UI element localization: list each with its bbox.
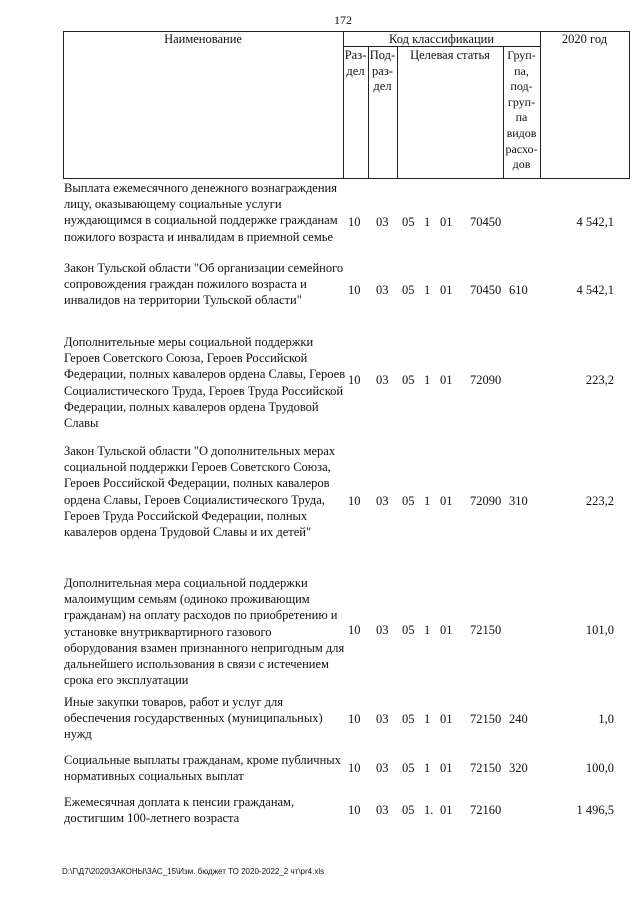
cell-cs2: 1 [424,712,431,726]
row-name: Закон Тульской области "Об организации семейного сопровождения граждан пожилого возраста и инвалидов на территории Тульской области" [64,261,344,308]
row-name: Социальные выплаты гражданам, кроме публичных нормативных социальных выплат [64,753,341,784]
footer-file-path: D:\Г\Д7\2020\ЗАКОНЫ\ЗАС_15\Изм. бюджет ТО 2020-2022_2 чт\pr4.xls [62,867,325,876]
cell-podrazdel: 03 [376,494,389,508]
cell-podrazdel: 03 [376,623,389,637]
cell-cs3: 01 [440,494,453,508]
cell-cs4: 72150 [470,761,502,775]
cell-podrazdel: 03 [376,803,389,817]
cell-cs3: 01 [440,215,453,229]
cell-amount: 1 496,5 [576,803,614,817]
cell-razdel: 10 [348,761,361,775]
page-number: 172 [334,13,352,27]
row-name: Выплата ежемесячного денежного вознаграждения лицу, оказывающему социальные услуги нуждающимся в социальной поддержке гражданам пожилого возраста и инвалидам в приемной семье [64,181,338,244]
cell-amount: 223,2 [585,494,614,508]
cell-razdel: 10 [348,494,361,508]
cell-cs3: 01 [440,712,453,726]
cell-cs3: 01 [440,803,453,817]
cell-cs4: 70450 [470,283,502,297]
header-section: Раз- дел [344,48,367,78]
cell-cs3: 01 [440,623,453,637]
header-subsection: Под- раз- дел [369,48,396,93]
cell-group: 240 [509,712,528,726]
header-year: 2020 год [561,32,608,46]
cell-cs2: 1 [424,215,431,229]
row-name: Дополнительные меры социальной поддержки Героев Советского Союза, Героев Российской Федерации, полных кавалеров ордена Славы, Героев Социалистического Труда, Героев Труда Российской Федерации, полных кавалеров ордена Трудовой Славы [64,335,346,431]
cell-razdel: 10 [348,803,361,817]
cell-podrazdel: 03 [376,712,389,726]
cell-podrazdel: 03 [376,761,389,775]
cell-cs1: 05 [402,283,415,297]
cell-cs4: 72090 [470,494,502,508]
cell-cs1: 05 [402,761,415,775]
cell-amount: 1,0 [598,712,614,726]
cell-cs4: 72160 [470,803,502,817]
cell-podrazdel: 03 [376,373,389,387]
cell-cs1: 05 [402,803,415,817]
cell-cs4: 72090 [470,373,502,387]
cell-razdel: 10 [348,623,361,637]
header-group: Груп- па, под- груп- па видов расхо- дов [505,48,538,172]
cell-cs1: 05 [402,373,415,387]
header-target-article: Целевая статья [410,48,490,62]
cell-cs2: 1 [424,283,431,297]
row-name: Иные закупки товаров, работ и услуг для обеспечения государственных (муниципальных) нужд [64,695,323,742]
cell-podrazdel: 03 [376,283,389,297]
cell-cs2: 1 [424,761,431,775]
cell-cs3: 01 [440,283,453,297]
cell-razdel: 10 [348,283,361,297]
cell-razdel: 10 [348,373,361,387]
cell-cs4: 72150 [470,712,502,726]
cell-podrazdel: 03 [376,215,389,229]
cell-cs1: 05 [402,623,415,637]
header-name: Наименование [164,32,242,46]
cell-amount: 4 542,1 [576,215,614,229]
cell-group: 310 [509,494,528,508]
cell-amount: 101,0 [585,623,614,637]
cell-cs4: 72150 [470,623,502,637]
row-name: Дополнительная мера социальной поддержки малоимущим семьям (одиноко проживающим гражданам) на оплату расходов по приобретению и установке внутриквартирного газового оборудования взамен признанного непригодным для дальнейшего использования в связи с истечением срока его эксплуатации [64,576,345,688]
cell-cs1: 05 [402,215,415,229]
cell-amount: 223,2 [585,373,614,387]
cell-amount: 4 542,1 [576,283,614,297]
cell-group: 610 [509,283,528,297]
cell-razdel: 10 [348,712,361,726]
cell-razdel: 10 [348,215,361,229]
cell-cs3: 01 [440,761,453,775]
cell-cs4: 70450 [470,215,502,229]
cell-cs2: 1 [424,623,431,637]
cell-cs2: 1 [424,373,431,387]
cell-cs1: 05 [402,712,415,726]
cell-cs2: 1. [424,803,434,817]
cell-cs3: 01 [440,373,453,387]
cell-cs2: 1 [424,494,431,508]
cell-amount: 100,0 [585,761,614,775]
cell-cs1: 05 [402,494,415,508]
row-name: Ежемесячная доплата к пенсии гражданам, достигшим 100-летнего возраста [64,795,295,826]
cell-group: 320 [509,761,528,775]
header-classification: Код классификации [388,32,495,46]
row-name: Закон Тульской области "О дополнительных мерах социальной поддержки Героев Советского Союза, Героев Российской Федерации, полных кавалеров ордена Славы, Героев Социалистического Труда, Героев Труда Российской Федерации, полных кавалеров ордена Трудовой Славы и их детей" [64,444,336,540]
